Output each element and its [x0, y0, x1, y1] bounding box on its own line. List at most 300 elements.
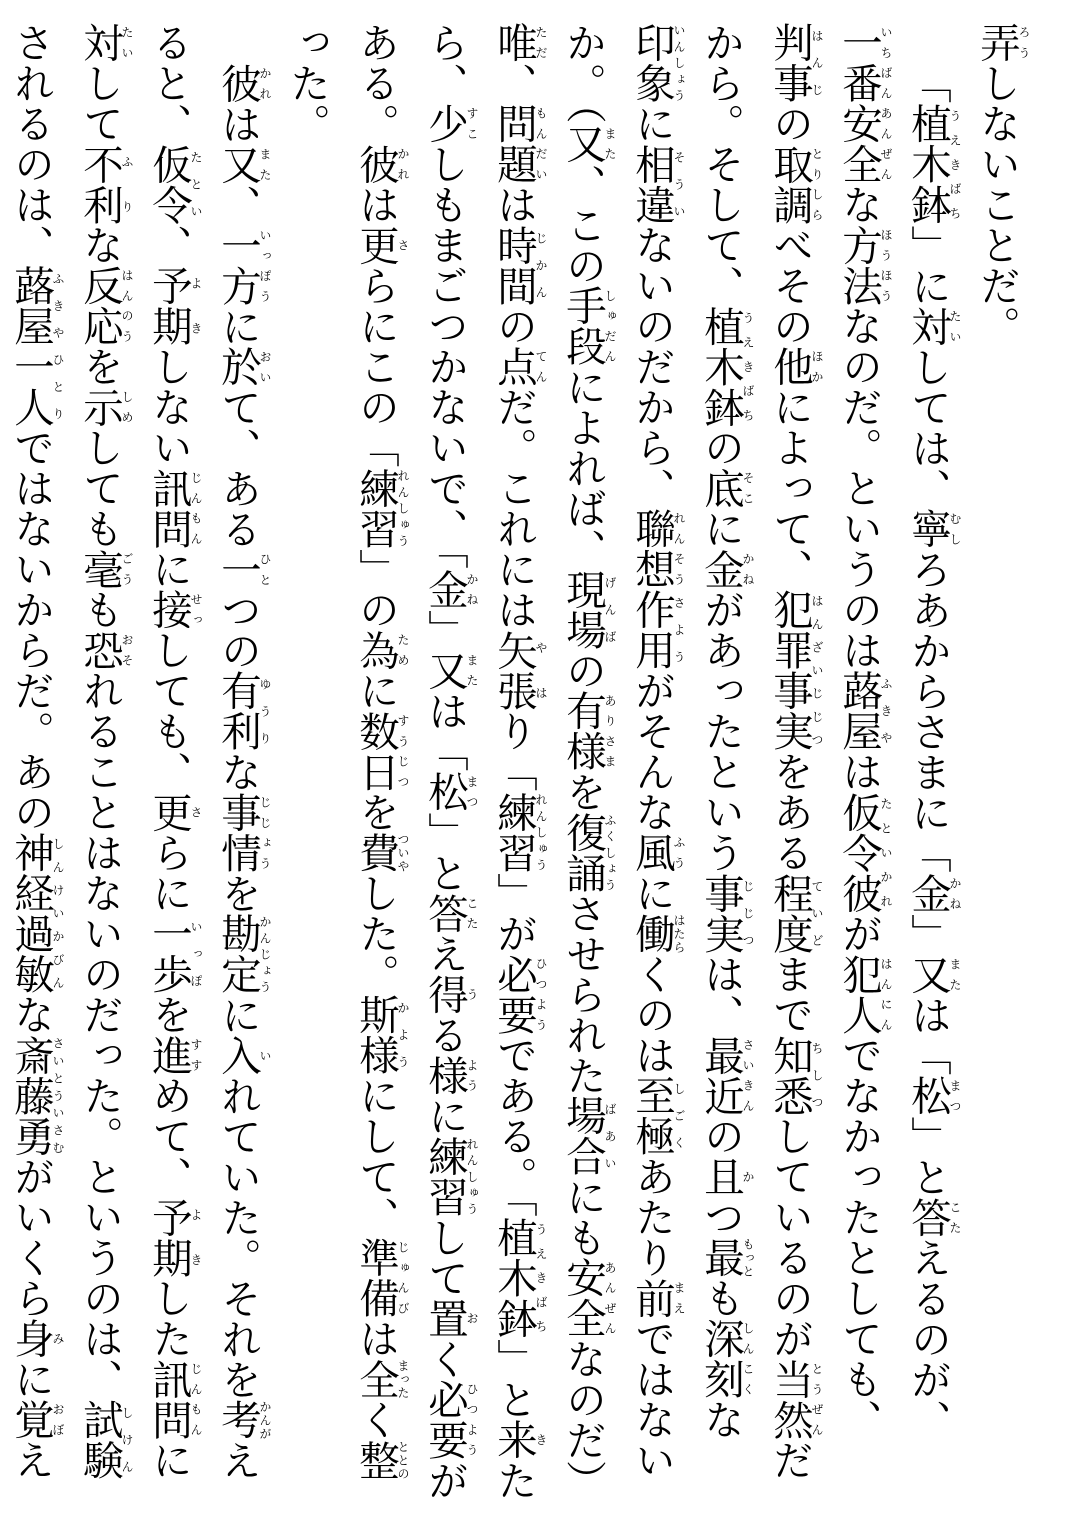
- ruby-base: 至極: [628, 1075, 676, 1156]
- ruby-word: [145, 467, 203, 549]
- ruby-base: 試験: [76, 1399, 124, 1480]
- text-run: して: [421, 1216, 469, 1298]
- ruby-base: 矢張: [490, 629, 538, 711]
- text-run: つの: [214, 589, 262, 670]
- ruby-word: [7, 1399, 65, 1440]
- ruby-reading: すこ: [465, 103, 479, 144]
- ruby-base: 一歩: [145, 913, 193, 994]
- text-run: した: [145, 1277, 193, 1359]
- text-run: しても: [76, 427, 124, 549]
- ruby-reading: よう: [465, 1054, 479, 1096]
- ruby-word: [421, 973, 479, 1015]
- ruby-base: 更: [352, 224, 400, 265]
- ruby-word: [835, 953, 893, 1035]
- ruby-reading: ありさま: [603, 690, 617, 772]
- text-run: く: [421, 1338, 469, 1379]
- ruby-reading: じかん: [534, 224, 548, 306]
- ruby-word: [214, 143, 272, 185]
- ruby-reading: たい: [948, 305, 962, 346]
- text-run: されるのは、: [7, 22, 55, 265]
- paragraph: [0, 22, 272, 1512]
- ruby-base: 寧: [904, 508, 952, 549]
- ruby-word: [421, 892, 479, 934]
- ruby-base: 印象: [628, 22, 676, 103]
- ruby-base: 金: [697, 548, 745, 589]
- text-run: に: [145, 548, 193, 589]
- ruby-word: [490, 103, 548, 184]
- ruby-reading: ほうほう: [879, 224, 893, 306]
- text-run: は、: [697, 953, 745, 1035]
- ruby-reading: う: [465, 973, 479, 1015]
- ruby-reading: とうぜん: [810, 1358, 824, 1440]
- ruby-word: [766, 22, 824, 103]
- text-run: な: [76, 224, 124, 265]
- ruby-word: [904, 953, 962, 995]
- ruby-base: 来: [490, 1419, 538, 1460]
- ruby-word: [559, 568, 617, 650]
- ruby-word: [559, 1257, 617, 1339]
- ruby-word: [835, 22, 893, 184]
- ruby-base: 蕗屋一人: [7, 265, 55, 427]
- ruby-reading: いんしょう: [672, 22, 686, 103]
- ruby-base: 勘定: [214, 913, 262, 994]
- ruby-reading: じんもん: [189, 1358, 203, 1440]
- ruby-word: [145, 265, 203, 346]
- text-run: 」が: [490, 872, 538, 954]
- ruby-reading: ため: [396, 629, 410, 670]
- text-run: 」と: [904, 1115, 952, 1197]
- text-run: えるのが、: [904, 1237, 952, 1440]
- paragraph: [272, 22, 962, 1512]
- text-run: した。: [352, 872, 400, 994]
- text-run: に: [421, 1095, 469, 1136]
- ruby-base: 又: [214, 143, 262, 184]
- ruby-base: 練習: [421, 1135, 469, 1217]
- ruby-word: [352, 1237, 410, 1318]
- ruby-base: 対: [904, 305, 952, 346]
- ruby-base: 覚: [7, 1399, 55, 1440]
- ruby-base: 於: [214, 346, 262, 387]
- ruby-reading: れんそう: [672, 508, 686, 589]
- text-run: がそんな: [628, 670, 676, 832]
- ruby-base: 問題: [490, 103, 538, 184]
- ruby-base: 準備: [352, 1237, 400, 1318]
- ruby-reading: うえきばち: [948, 103, 962, 225]
- ruby-reading: また: [258, 143, 272, 184]
- ruby-base: 方法: [835, 224, 883, 306]
- ruby-reading: ごう: [120, 548, 134, 589]
- ruby-base: 恐: [76, 629, 124, 670]
- text-run: しても、: [145, 629, 193, 792]
- text-run: を: [559, 771, 607, 812]
- text-run: があったという: [697, 589, 745, 873]
- text-run: をある: [766, 751, 814, 873]
- ruby-word: [145, 913, 203, 994]
- ruby-base: 底: [697, 467, 745, 508]
- ruby-word: [7, 1034, 65, 1157]
- ruby-reading: そうい: [672, 143, 686, 225]
- ruby-reading: ひつよう: [534, 953, 548, 1035]
- ruby-reading: かね: [948, 872, 962, 913]
- ruby-base: 整: [352, 1439, 400, 1480]
- ruby-base: 時間: [490, 224, 538, 306]
- ruby-base: 安全: [559, 1257, 607, 1339]
- text-run: は: [352, 184, 400, 225]
- ruby-word: [628, 1075, 686, 1156]
- text-run: ではないか。（: [559, 22, 676, 1480]
- ruby-base: 又: [559, 123, 607, 164]
- ruby-reading: ふきや: [879, 670, 893, 751]
- ruby-word: [145, 1034, 203, 1076]
- text-run: によって、: [766, 386, 814, 589]
- ruby-word: [145, 1358, 203, 1440]
- ruby-base: 更: [145, 791, 193, 832]
- ruby-reading: ほか: [810, 346, 824, 387]
- ruby-reading: まえ: [672, 1277, 686, 1318]
- ruby-base: 必要: [490, 953, 538, 1035]
- ruby-base: 必要: [421, 1378, 469, 1460]
- ruby-reading: ついや: [396, 832, 410, 873]
- ruby-word: [835, 670, 893, 751]
- text-run: 」の: [352, 548, 400, 630]
- ruby-word: [214, 913, 272, 994]
- ruby-base: 知悉: [766, 1034, 814, 1116]
- text-run: 」: [421, 609, 469, 650]
- ruby-word: [421, 1297, 479, 1339]
- ruby-word: [490, 1419, 548, 1460]
- ruby-reading: き: [534, 1419, 548, 1460]
- ruby-word: [7, 265, 65, 427]
- ruby-base: 聯想: [628, 508, 676, 589]
- ruby-base: 金: [904, 872, 952, 913]
- ruby-word: [352, 143, 410, 185]
- ruby-base: 様: [421, 1054, 469, 1096]
- ruby-word: [559, 811, 617, 893]
- text-run: 「: [904, 62, 952, 103]
- ruby-reading: ととの: [396, 1439, 410, 1480]
- ruby-base: 身: [7, 1318, 55, 1359]
- ruby-reading: また: [465, 649, 479, 691]
- ruby-reading: しめ: [120, 386, 134, 427]
- ruby-reading: あんぜん: [603, 1257, 617, 1339]
- ruby-word: [766, 1034, 824, 1116]
- ruby-reading: いっぽ: [189, 913, 203, 994]
- ruby-word: [76, 143, 134, 225]
- text-run: つ: [697, 1196, 745, 1237]
- ruby-reading: おぼ: [51, 1399, 65, 1440]
- ruby-word: [697, 548, 755, 590]
- ruby-word: [766, 1358, 824, 1440]
- ruby-word: [628, 1277, 686, 1319]
- text-run: 、: [214, 184, 262, 225]
- ruby-base: 場合: [559, 1095, 607, 1177]
- text-run: ろあからさまに「: [904, 548, 952, 873]
- text-run: 」と: [490, 1338, 538, 1420]
- ruby-base: 松: [421, 771, 469, 812]
- ruby-base: 程度: [766, 872, 814, 954]
- text-run: の: [697, 427, 745, 468]
- ruby-word: [352, 832, 410, 873]
- ruby-word: [697, 872, 755, 954]
- text-run: しているのが: [766, 1115, 814, 1359]
- ruby-word: [352, 994, 410, 1075]
- ruby-reading: てん: [534, 346, 548, 387]
- ruby-word: [766, 346, 824, 387]
- text-run: がある。: [352, 22, 469, 1501]
- ruby-word: [214, 670, 272, 751]
- ruby-reading: さいとういさむ: [51, 1034, 65, 1156]
- ruby-reading: むし: [948, 508, 962, 549]
- ruby-word: [214, 62, 272, 104]
- vertical-text-body: [0, 22, 1031, 1512]
- ruby-base: 対: [76, 22, 124, 63]
- ruby-word: [628, 508, 686, 589]
- ruby-reading: さいきん: [741, 1034, 755, 1116]
- ruby-word: [214, 1399, 272, 1440]
- text-run: を: [76, 346, 124, 387]
- ruby-word: [145, 791, 203, 833]
- text-run: めて、: [145, 1075, 193, 1197]
- text-run: の: [697, 1115, 745, 1156]
- text-run: は: [352, 1318, 400, 1359]
- ruby-word: [490, 22, 548, 63]
- ruby-reading: ちしつ: [810, 1034, 824, 1116]
- ruby-reading: ふくしょう: [603, 811, 617, 893]
- text-run: 」: [904, 913, 952, 954]
- ruby-word: [697, 467, 755, 509]
- ruby-word: [352, 1358, 410, 1400]
- text-run: くのは: [628, 953, 676, 1075]
- ruby-base: 唯: [490, 22, 538, 63]
- ruby-reading: また: [603, 123, 617, 164]
- text-run: たら、: [421, 22, 538, 1501]
- text-run: しもまごつかないで、「: [421, 143, 469, 569]
- ruby-base: 金: [421, 568, 469, 610]
- ruby-base: 最: [697, 1237, 745, 1278]
- ruby-reading: いっぽう: [258, 224, 272, 306]
- text-run: な: [697, 1399, 745, 1440]
- text-run: にして、: [352, 1075, 400, 1237]
- ruby-word: [7, 832, 65, 994]
- ruby-base: 考: [214, 1399, 262, 1440]
- text-run: しない: [145, 346, 193, 468]
- text-run: の: [766, 103, 814, 144]
- ruby-word: [490, 346, 548, 387]
- ruby-base: 又: [904, 953, 952, 994]
- ruby-reading: うえきばち: [534, 1216, 548, 1339]
- ruby-word: [973, 22, 1031, 63]
- ruby-reading: さよう: [672, 589, 686, 670]
- paragraph: [962, 22, 1031, 1512]
- ruby-reading: じゅんび: [396, 1237, 410, 1318]
- ruby-reading: こた: [465, 892, 479, 934]
- ruby-base: 接: [145, 589, 193, 630]
- ruby-word: [214, 548, 272, 590]
- ruby-base: 且: [697, 1156, 745, 1197]
- ruby-reading: ひつよう: [465, 1378, 479, 1460]
- ruby-word: [214, 346, 272, 387]
- ruby-word: [490, 1216, 548, 1339]
- ruby-reading: お: [465, 1297, 479, 1339]
- text-run: れることはないのだった。というのは、: [76, 670, 124, 1399]
- ruby-reading: おい: [258, 346, 272, 387]
- ruby-reading: かよう: [396, 994, 410, 1075]
- text-run: しないことだ。: [973, 62, 1021, 346]
- ruby-reading: さ: [189, 791, 203, 832]
- text-run: だから。そして、: [697, 22, 814, 1480]
- ruby-word: [628, 22, 686, 103]
- ruby-base: 手段: [559, 285, 607, 367]
- text-run: なのだ。というのは: [835, 305, 883, 670]
- text-run: は「: [904, 994, 952, 1075]
- text-run: は: [490, 184, 538, 225]
- ruby-reading: かれ: [258, 62, 272, 103]
- ruby-base: 判事: [766, 22, 814, 103]
- ruby-base: 点: [490, 346, 538, 387]
- ruby-reading: はんじ: [810, 22, 824, 103]
- text-run: が: [835, 913, 883, 954]
- ruby-reading: かね: [741, 548, 755, 589]
- ruby-base: 予期: [145, 1196, 193, 1278]
- ruby-word: [904, 508, 962, 549]
- ruby-reading: たといかれ: [879, 791, 893, 913]
- ruby-reading: げんば: [603, 568, 617, 650]
- ruby-reading: ふり: [120, 143, 134, 225]
- ruby-word: [697, 1034, 755, 1116]
- ruby-base: 取調: [766, 143, 814, 225]
- ruby-word: [352, 629, 410, 671]
- ruby-base: 深刻: [697, 1318, 745, 1399]
- ruby-reading: たい: [120, 22, 134, 63]
- ruby-word: [904, 103, 962, 225]
- ruby-reading: やは: [534, 629, 548, 711]
- ruby-word: [766, 872, 824, 954]
- ruby-reading: ばあい: [603, 1095, 617, 1177]
- text-run: に: [628, 103, 676, 144]
- ruby-reading: おそ: [120, 629, 134, 670]
- ruby-reading: しごく: [672, 1075, 686, 1156]
- ruby-base: 彼: [214, 62, 262, 103]
- text-run: は: [835, 751, 883, 792]
- ruby-base: 一: [214, 548, 262, 589]
- ruby-base: 犯人: [835, 953, 883, 1035]
- ruby-base: 事情: [214, 791, 262, 873]
- ruby-word: [697, 1156, 755, 1197]
- ruby-base: 数日: [352, 710, 400, 792]
- text-run: な: [214, 751, 262, 792]
- ruby-base: 風: [628, 832, 676, 873]
- ruby-word: [76, 386, 134, 428]
- ruby-word: [559, 285, 617, 367]
- text-run: て、ある: [214, 386, 262, 549]
- text-run: に: [145, 1439, 193, 1480]
- ruby-base: 入: [214, 1034, 262, 1075]
- text-run: れていた。それを: [214, 1075, 262, 1399]
- ruby-word: [214, 791, 272, 873]
- ruby-base: 蕗屋: [835, 670, 883, 751]
- ruby-reading: いちばんあんぜん: [879, 22, 893, 184]
- text-run: え: [421, 933, 469, 974]
- ruby-base: 練習: [352, 467, 400, 549]
- ruby-word: [628, 589, 686, 670]
- ruby-reading: じんもん: [189, 467, 203, 549]
- ruby-word: [559, 123, 617, 164]
- text-run: る: [421, 1014, 469, 1055]
- ruby-base: 有利: [214, 670, 262, 751]
- ruby-reading: そこ: [741, 467, 755, 508]
- ruby-reading: み: [51, 1318, 65, 1359]
- ruby-reading: しんこく: [741, 1318, 755, 1399]
- text-run: 、この: [559, 163, 607, 286]
- text-run: を: [214, 872, 262, 913]
- text-run: は: [214, 103, 262, 144]
- text-run: に: [697, 508, 745, 549]
- ruby-base: 不利: [76, 143, 124, 225]
- ruby-base: 相違: [628, 143, 676, 225]
- ruby-word: [835, 224, 893, 306]
- text-run: だ。これには: [490, 386, 538, 630]
- ruby-reading: れんしゅう: [396, 467, 410, 549]
- ruby-word: [76, 629, 134, 671]
- ruby-word: [904, 872, 962, 914]
- ruby-base: 少: [421, 103, 469, 144]
- ruby-reading: しゅだん: [603, 285, 617, 367]
- ruby-base: 費: [352, 832, 400, 873]
- ruby-word: [421, 771, 479, 812]
- ruby-base: 得: [421, 973, 469, 1015]
- ruby-reading: せっ: [189, 589, 203, 630]
- text-run: あたり: [628, 1156, 676, 1278]
- ruby-base: 最近: [697, 1034, 745, 1116]
- ruby-word: [76, 1399, 134, 1480]
- ruby-base: 前: [628, 1277, 676, 1318]
- ruby-word: [697, 1237, 755, 1278]
- text-run: 、: [490, 62, 538, 103]
- ruby-base: 有様: [559, 690, 607, 772]
- ruby-reading: たとい: [189, 143, 203, 225]
- ruby-word: [766, 143, 824, 225]
- ruby-reading: もっと: [741, 1237, 755, 1278]
- text-run: も: [697, 1277, 745, 1318]
- ruby-base: 当然: [766, 1358, 814, 1440]
- ruby-reading: かれ: [396, 143, 410, 184]
- ruby-word: [490, 629, 548, 711]
- ruby-reading: じじつ: [741, 872, 755, 954]
- text-run: の: [559, 649, 607, 691]
- ruby-word: [421, 568, 479, 610]
- ruby-word: [628, 143, 686, 225]
- ruby-reading: はんざいじじつ: [810, 589, 824, 751]
- ruby-base: 全: [352, 1358, 400, 1399]
- text-run: は「: [421, 690, 469, 772]
- ruby-reading: はんのう: [120, 265, 134, 346]
- ruby-reading: もんだい: [534, 103, 548, 184]
- ruby-base: 答: [421, 892, 469, 934]
- text-run: を: [145, 994, 193, 1035]
- text-run: に: [7, 1358, 55, 1399]
- text-run: がいくら: [7, 1156, 55, 1318]
- ruby-reading: さ: [396, 224, 410, 265]
- ruby-base: 反応: [76, 265, 124, 346]
- ruby-reading: ふきやひとり: [51, 265, 65, 427]
- ruby-base: 又: [421, 649, 469, 691]
- text-run: なのだ）: [559, 1338, 607, 1501]
- ruby-word: [490, 953, 548, 1035]
- ruby-base: 現場: [559, 568, 607, 650]
- text-run: しては、: [904, 346, 952, 508]
- ruby-word: [76, 265, 134, 346]
- text-run: らにこの「: [352, 265, 400, 468]
